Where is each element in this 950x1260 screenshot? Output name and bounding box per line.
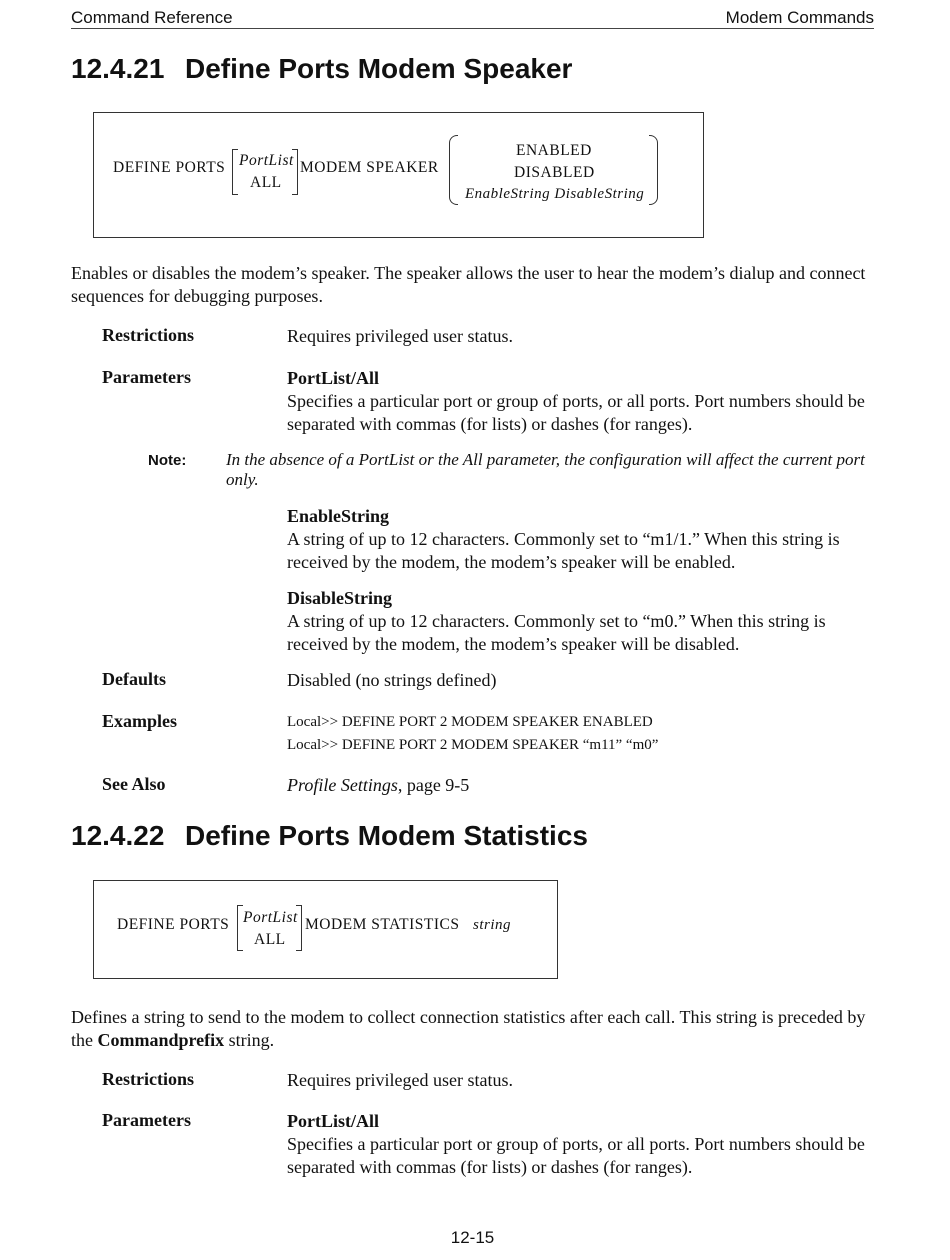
see-also-page: , page 9-5	[397, 775, 470, 795]
section-heading	[71, 53, 572, 85]
parameter-desc: A string of up to 12 characters. Commonly set to “m1/1.” When this string is received by the modem, the modem’s speaker will be enabled.	[287, 529, 840, 572]
defaults-label: Defaults	[102, 669, 166, 689]
description-text: string.	[224, 1030, 275, 1050]
see-also-label: See Also	[102, 774, 166, 794]
see-also-link[interactable]: Profile Settings	[287, 775, 398, 795]
syntax-command: MODEM SPEAKER	[300, 159, 439, 176]
description: Enables or disables the modem’s speaker. The speaker allows the user to hear the modem’s dialup and connect sequences for debugging purposes.	[71, 263, 866, 306]
restrictions-label: Restrictions	[102, 325, 194, 345]
page-number: 12-15	[450, 1228, 495, 1247]
left-brace	[449, 135, 458, 205]
parameter-block	[287, 505, 877, 574]
section-number: 12.4.22	[71, 820, 165, 851]
examples-label: Examples	[102, 711, 178, 731]
description-text: Defines a string to send to the modem to collect connection statistics after each call. This string is preceded by the	[71, 1007, 866, 1050]
see-also-text	[287, 774, 877, 797]
example-line: Local>> DEFINE PORT 2 MODEM SPEAKER ENABLED	[287, 714, 653, 730]
parameters-label: Parameters	[102, 1110, 191, 1130]
syntax-command: DEFINE PORTS	[113, 159, 226, 176]
syntax-command: MODEM STATISTICS	[305, 916, 460, 933]
syntax-option: ALL	[250, 174, 282, 191]
parameter-block	[287, 587, 877, 656]
syntax-choice: EnableString DisableString	[465, 186, 645, 202]
parameter-desc: Specifies a particular port or group of ports, or all ports. Port numbers should be separated with commas (for lists) or dashes (for ranges).	[287, 391, 865, 434]
syntax-option: PortList	[243, 909, 298, 926]
description	[71, 1006, 876, 1052]
page-header	[71, 8, 874, 29]
section-title: Define Ports Modem Statistics	[185, 820, 588, 851]
parameter-name: PortList/All	[287, 1111, 379, 1131]
header-left: Command Reference	[71, 8, 233, 27]
section-title: Define Ports Modem Speaker	[185, 53, 573, 84]
parameter-name: EnableString	[287, 506, 390, 526]
syntax-argument: string	[473, 917, 512, 933]
parameter-name: PortList/All	[287, 368, 379, 388]
section-number: 12.4.21	[71, 53, 165, 84]
section-heading	[71, 820, 588, 852]
note-text: In the absence of a PortList or the All parameter, the configuration will affect the current port only.	[226, 450, 865, 489]
parameters-label: Parameters	[102, 367, 191, 387]
defaults-text: Disabled (no strings defined)	[287, 670, 497, 690]
restrictions-label: Restrictions	[102, 1069, 194, 1089]
parameter-block	[287, 367, 877, 436]
syntax-option: PortList	[239, 152, 294, 169]
syntax-box	[93, 112, 704, 238]
examples-block	[287, 711, 877, 757]
note-label: Note:	[148, 452, 187, 469]
syntax-command: DEFINE PORTS	[117, 916, 230, 933]
syntax-choice: DISABLED	[514, 164, 595, 181]
right-brace	[649, 135, 658, 205]
example-line: Local>> DEFINE PORT 2 MODEM SPEAKER “m11” “m0”	[287, 737, 659, 753]
right-bracket	[292, 149, 298, 195]
syntax-option: ALL	[254, 931, 286, 948]
syntax-choice: ENABLED	[516, 142, 592, 159]
left-bracket	[232, 149, 238, 195]
restrictions-text: Requires privileged user status.	[287, 326, 513, 346]
restrictions-text: Requires privileged user status.	[287, 1070, 513, 1090]
right-bracket	[296, 905, 302, 951]
header-right: Modem Commands	[725, 8, 874, 27]
parameter-desc: A string of up to 12 characters. Commonly set to “m0.” When this string is received by the modem, the modem’s speaker will be disabled.	[287, 611, 826, 654]
parameter-desc: Specifies a particular port or group of ports, or all ports. Port numbers should be separated with commas (for lists) or dashes (for ranges).	[287, 1134, 865, 1177]
description-keyword: Commandprefix	[97, 1030, 225, 1050]
syntax-box	[93, 880, 558, 979]
parameter-block	[287, 1110, 877, 1179]
parameter-name: DisableString	[287, 588, 393, 608]
